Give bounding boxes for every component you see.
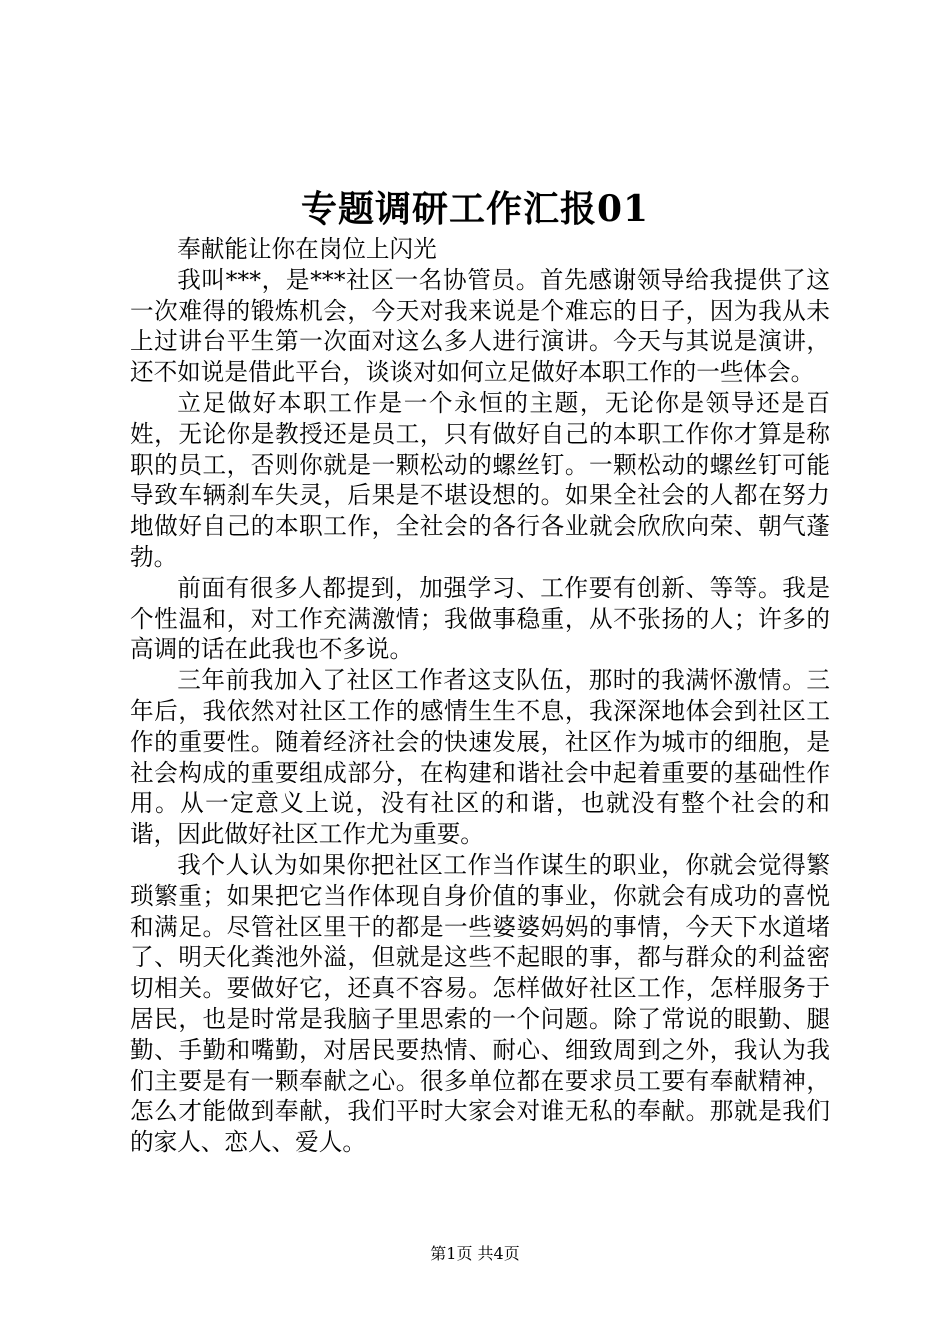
document-subtitle: 奉献能让你在岗位上闪光 — [177, 235, 437, 263]
paragraph: 前面有很多人都提到，加强学习、工作要有创新、等等。我是个性温和，对工作充满激情；我做事稳重，从不张扬的人；许多的高调的话在此我也不多说。 — [130, 573, 830, 664]
paragraph: 三年前我加入了社区工作者这支队伍，那时的我满怀激情。三年后，我依然对社区工作的感情生生不息，我深深地体会到社区工作的重要性。随着经济社会的快速发展，社区作为城市的细胞，是社会构成的重要组成部分，在构建和谐社会中起着重要的基础性作用。从一定意义上说，没有社区的和谐，也就没有整个社会的和谐，因此做好社区工作尤为重要。 — [130, 666, 830, 849]
paragraph: 我个人认为如果你把社区工作当作谋生的职业，你就会觉得繁琐繁重；如果把它当作体现自身价值的事业，你就会有成功的喜悦和满足。尽管社区里干的都是一些婆婆妈妈的事情，今天下水道堵了、明天化粪池外溢，但就是这些不起眼的事，都与群众的利益密切相关。要做好它，还真不容易。怎样做好社区工作，怎样服务于居民，也是时常是我脑子里思索的一个问题。除了常说的眼勤、腿勤、手勤和嘴勤，对居民要热情、耐心、细致周到之外，我认为我们主要是有一颗奉献之心。很多单位都在要求员工要有奉献精神，怎么才能做到奉献，我们平时大家会对谁无私的奉献。那就是我们的家人、恋人、爱人。 — [130, 850, 830, 1157]
page-footer: 第1页 共4页 — [430, 1244, 520, 1263]
document-title: 专题调研工作汇报01 — [300, 188, 650, 230]
document-body — [130, 234, 830, 1158]
paragraph: 立足做好本职工作是一个永恒的主题，无论你是领导还是百姓，无论你是教授还是员工，只有做好自己的本职工作你才算是称职的员工，否则你就是一颗松动的螺丝钉。一颗松动的螺丝钉可能导致车辆刹车失灵，后果是不堪设想的。如果全社会的人都在努力地做好自己的本职工作，全社会的各行各业就会欣欣向荣、朝气蓬勃。 — [130, 388, 830, 571]
paragraph: 我叫***，是***社区一名协管员。首先感谢领导给我提供了这一次难得的锻炼机会，今天对我来说是个难忘的日子，因为我从未上过讲台平生第一次面对这么多人进行演讲。今天与其说是演讲，还不如说是借此平台，谈谈对如何立足做好本职工作的一些体会。 — [130, 265, 830, 387]
